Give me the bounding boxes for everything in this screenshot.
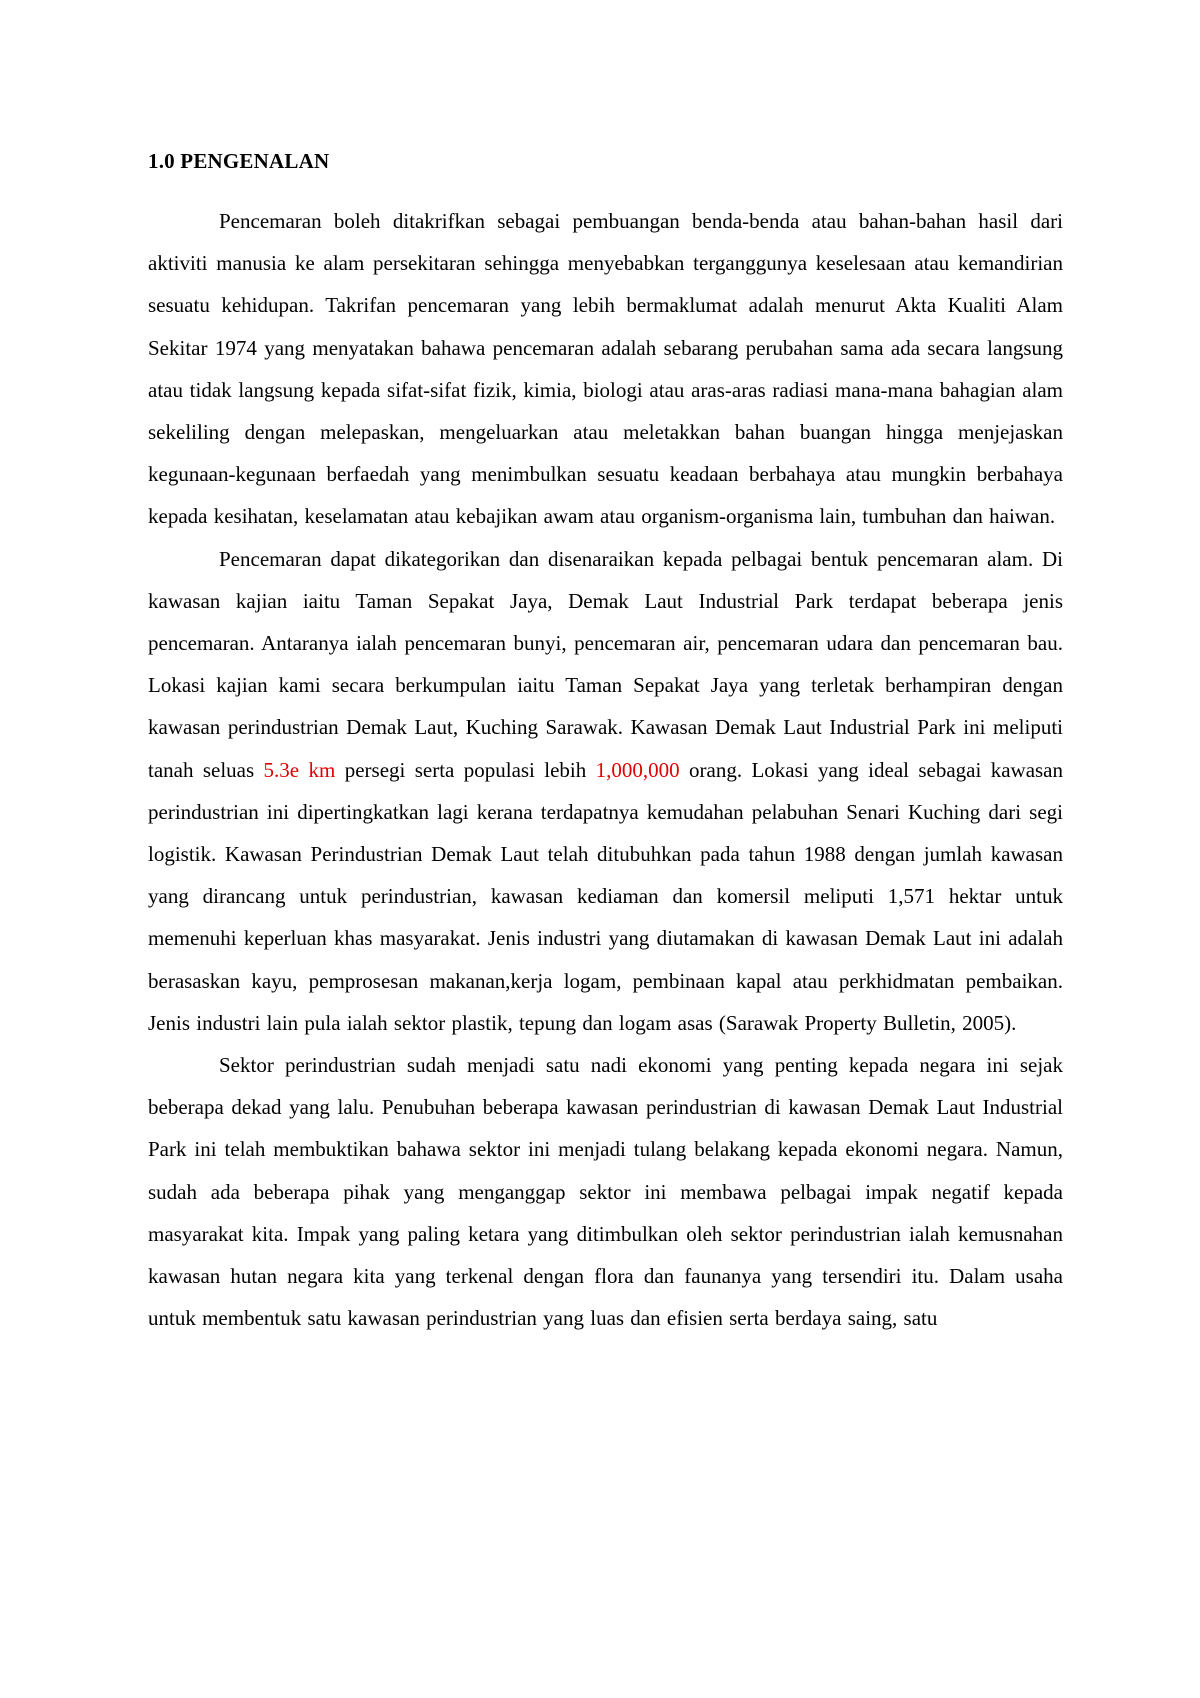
paragraph-study-area-text-3: orang. Lokasi yang ideal sebagai kawasan perindustrian ini dipertingkatkan lagi kerana terdapatnya kemudahan pelabuhan Senari Kuching dari segi logistik. Kawasan Perindustrian Demak Laut telah ditubuhkan pada tahun 1988 dengan jumlah kawasan yang dirancang untuk perindustrian, kawasan kediaman dan komersil meliputi 1,571 hektar untuk memenuhi keperluan khas masyarakat. Jenis industri yang diutamakan di kawasan Demak Laut ini adalah berasaskan kayu, pemprosesan makanan,kerja logam, pembinaan kapal atau perkhidmatan pembaikan. Jenis industri lain pula ialah sektor plastik, tepung dan logam asas (Sarawak Property Bulletin, 2005). [148,757,1064,1035]
paragraph-industrial-sector: Sektor perindustrian sudah menjadi satu nadi ekonomi yang penting kepada negara ini sejak beberapa dekad yang lalu. Penubuhan beberapa kawasan perindustrian di kawasan Demak Laut Industrial Park ini telah membuktikan bahawa sektor ini menjadi tulang belakang kepada ekonomi negara. Namun, sudah ada beberapa pihak yang menganggap sektor ini membawa pelbagai impak negatif kepada masyarakat kita. Impak yang paling ketara yang ditimbulkan oleh sektor perindustrian ialah kemusnahan kawasan hutan negara kita yang terkenal dengan flora dan faunanya yang tersendiri itu. Dalam usaha untuk membentuk satu kawasan perindustrian yang luas dan efisien serta berdaya saing, satu [148,1053,1063,1331]
document-body [148,144,1063,1339]
paragraph-study-area-text-2: persegi serta populasi lebih [335,757,596,782]
section-heading: 1.0 PENGENALAN [148,149,330,173]
paragraph-study-area-text-1: Pencemaran dapat dikategorikan dan disenaraikan kepada pelbagai bentuk pencemaran alam. Di kawasan kajian iaitu Taman Sepakat Jaya, Demak Laut Industrial Park terdapat beberapa jenis pencemaran. Antaranya ialah pencemaran bunyi, pencemaran air, pencemaran udara dan pencemaran bau. Lokasi kajian kami secara berkumpulan iaitu Taman Sepakat Jaya yang terletak berhampiran dengan kawasan perindustrian Demak Laut, Kuching Sarawak. Kawasan Demak Laut Industrial Park ini meliputi tanah seluas [148,546,1063,782]
paragraph-definition: Pencemaran boleh ditakrifkan sebagai pembuangan benda-benda atau bahan-bahan hasil dari aktiviti manusia ke alam persekitaran sehingga menyebabkan terganggunya keselesaan atau kemandirian sesuatu kehidupan. Takrifan pencemaran yang lebih bermaklumat adalah menurut Akta Kualiti Alam Sekitar 1974 yang menyatakan bahawa pencemaran adalah sebarang perubahan sama ada secara langsung atau tidak langsung kepada sifat-sifat fizik, kimia, biologi atau aras-aras radiasi mana-mana bahagian alam sekeliling dengan melepaskan, mengeluarkan atau meletakkan bahan buangan hingga menjejaskan kegunaan-kegunaan berfaedah yang menimbulkan sesuatu keadaan berbahaya atau mungkin berbahaya kepada kesihatan, keselamatan atau kebajikan awam atau organism-organisma lain, tumbuhan dan haiwan. [148,209,1063,529]
population-value-highlight: 1,000,000 [595,757,680,782]
area-value-highlight: 5.3e km [263,757,336,782]
paragraph-study-area [148,538,1063,1044]
